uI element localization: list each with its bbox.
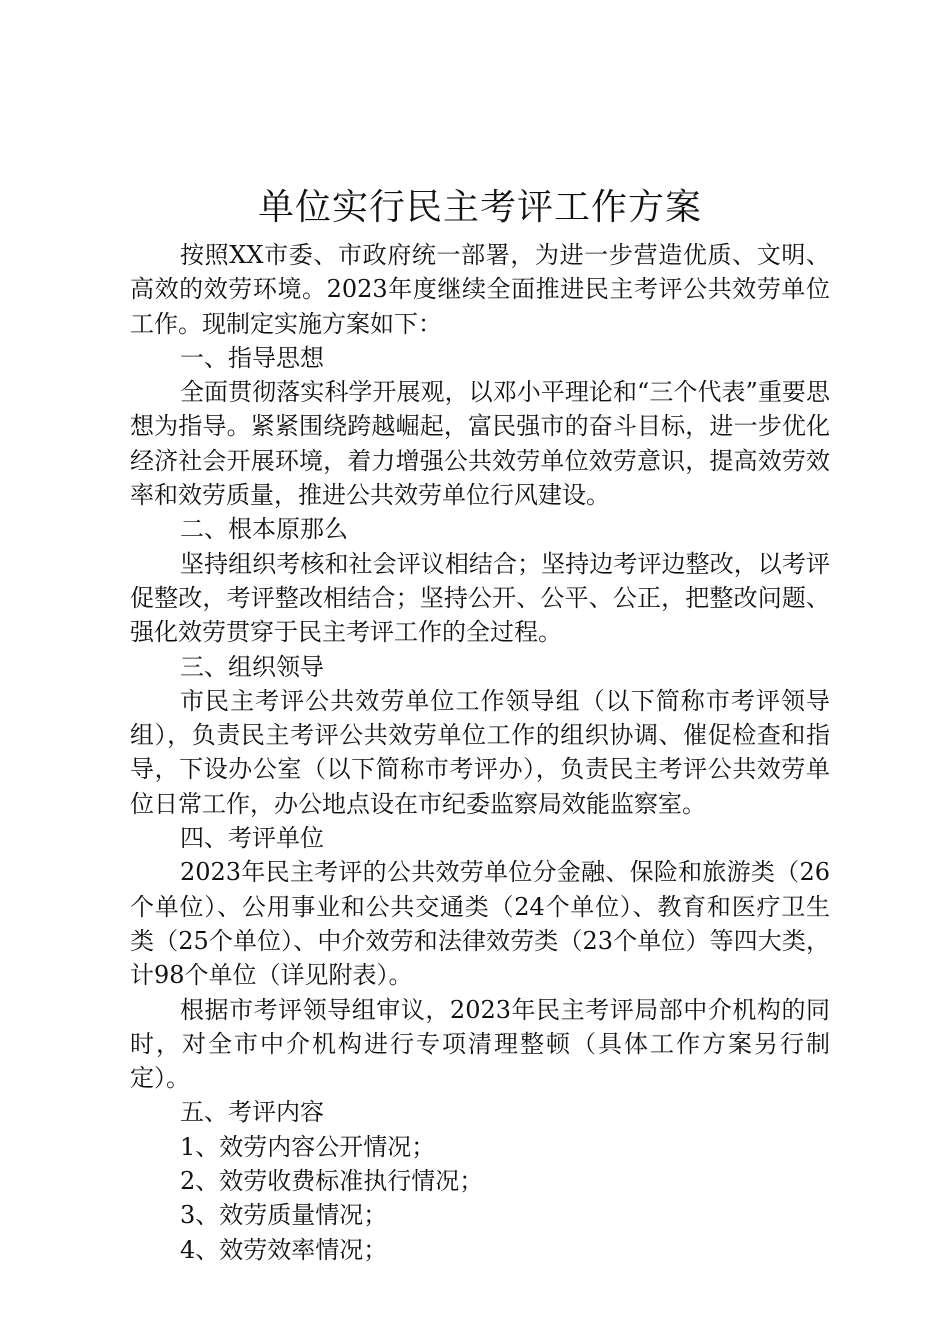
document-page xyxy=(130,180,830,1267)
intro-paragraph: 按照XX市委、市政府统一部署，为进一步营造优质、文明、高效的效劳环境。2023年度继续全面推进民主考评公共效劳单位工作。现制定实施方案如下： xyxy=(130,241,830,338)
section-heading-evaluation-content: 五、考评内容 xyxy=(180,1098,324,1127)
list-item: 1、效劳内容公开情况； xyxy=(180,1132,436,1161)
section-heading-organization: 三、组织领导 xyxy=(180,652,324,681)
list-item: 3、效劳质量情况； xyxy=(180,1201,388,1230)
basic-principles-paragraph: 坚持组织考核和社会评议相结合；坚持边考评边整改，以考评促整改，考评整改相结合；坚持公开、公平、公正，把整改问题、强化效劳贯穿于民主考评工作的全过程。 xyxy=(130,549,830,647)
list-item: 4、效劳效率情况； xyxy=(180,1235,388,1264)
guiding-ideology-paragraph: 全面贯彻落实科学开展观，以邓小平理论和“三个代表”重要思想为指导。紧紧围绕跨越崛起，富民强市的奋斗目标，进一步优化经济社会开展环境，着力增强公共效劳单位效劳意识，提高效劳效率和效劳质量，推进公共效劳单位行风建设。 xyxy=(130,378,830,510)
document-title: 单位实行民主考评工作方案 xyxy=(257,187,702,228)
intermediary-review-paragraph: 根据市考评领导组审议，2023年民主考评局部中介机构的同时，对全市中介机构进行专项清理整顿（具体工作方案另行制定）。 xyxy=(130,995,830,1093)
list-item: 2、效劳收费标准执行情况； xyxy=(180,1167,484,1196)
section-heading-basic-principles: 二、根本原那么 xyxy=(180,515,348,544)
section-heading-guiding-ideology: 一、指导思想 xyxy=(180,343,324,372)
section-heading-evaluated-units: 四、考评单位 xyxy=(180,824,324,853)
evaluated-units-paragraph: 2023年民主考评的公共效劳单位分金融、保险和旅游类（26个单位）、公用事业和公共交通类（24个单位）、教育和医疗卫生类（25个单位）、中介效劳和法律效劳类（23个单位）等四大类，计98个单位（详见附表）。 xyxy=(130,858,830,990)
organization-paragraph: 市民主考评公共效劳单位工作领导组（以下简称市考评领导组），负责民主考评公共效劳单位工作的组织协调、催促检查和指导，下设办公室（以下简称市考评办），负责民主考评公共效劳单位日常工作，办公地点设在市纪委监察局效能监察室。 xyxy=(130,686,830,818)
